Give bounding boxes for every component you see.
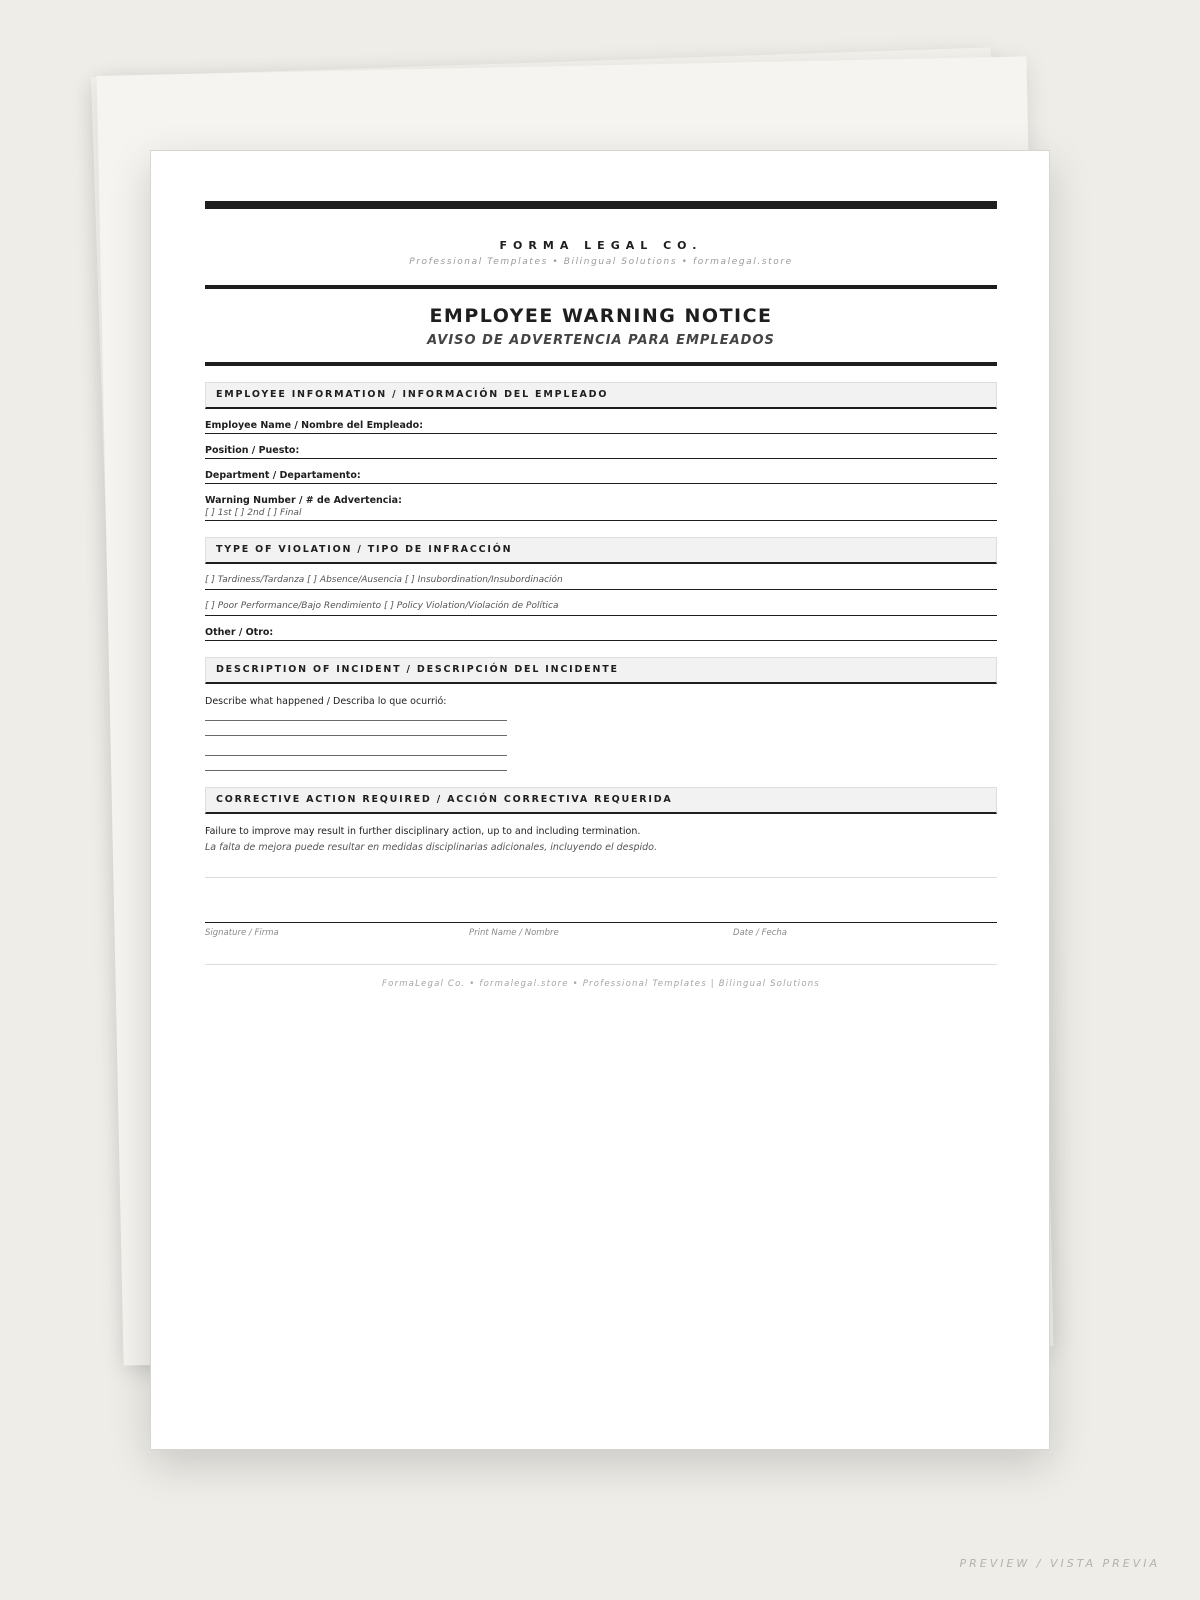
section-heading-incident: DESCRIPTION OF INCIDENT / DESCRIPCIÓN DEL INCIDENTE <box>205 657 997 684</box>
field-label: Employee Name / Nombre del Empleado: <box>205 420 423 431</box>
section-heading-employee-info: EMPLOYEE INFORMATION / INFORMACIÓN DEL EMPLEADO <box>205 382 997 409</box>
section-heading-violation: TYPE OF VIOLATION / TIPO DE INFRACCIÓN <box>205 537 997 564</box>
document-title: EMPLOYEE WARNING NOTICE <box>429 305 773 327</box>
position-field[interactable] <box>205 434 997 459</box>
company-tagline: Professional Templates • Bilingual Solutions • formalegal.store <box>409 257 793 267</box>
top-bar <box>205 201 997 209</box>
signature-labels <box>205 928 997 938</box>
write-line[interactable] <box>205 755 507 756</box>
write-line[interactable] <box>205 720 507 721</box>
write-line[interactable] <box>205 770 507 771</box>
field-label: Warning Number / # de Advertencia: <box>205 495 402 506</box>
divider <box>205 285 997 289</box>
warning-number-field[interactable] <box>205 484 997 521</box>
violation-choices-row[interactable]: [ ] Poor Performance/Bajo Rendimiento [ ] Policy Violation/Violación de Política <box>205 590 997 616</box>
department-field[interactable] <box>205 459 997 484</box>
field-label: Position / Puesto: <box>205 445 300 456</box>
incident-prompt: Describe what happened / Describa lo que ocurrió: <box>205 696 447 707</box>
document-page <box>150 150 1050 1450</box>
document-content <box>205 201 997 989</box>
signature-label: Signature / Firma <box>205 928 279 938</box>
print-name-label: Print Name / Nombre <box>469 928 559 938</box>
preview-watermark: PREVIEW / VISTA PREVIA <box>959 1557 1160 1570</box>
date-label: Date / Fecha <box>733 928 787 938</box>
page-footer: FormaLegal Co. • formalegal.store • Professional Templates | Bilingual Solutions <box>382 979 820 989</box>
warning-number-options[interactable]: [ ] 1st [ ] 2nd [ ] Final <box>205 508 302 518</box>
other-violation-field[interactable] <box>205 616 997 641</box>
violation-choices-row[interactable]: [ ] Tardiness/Tardanza [ ] Absence/Ausencia [ ] Insubordination/Insubordinación <box>205 564 997 590</box>
section-heading-corrective-action: CORRECTIVE ACTION REQUIRED / ACCIÓN CORRECTIVA REQUERIDA <box>205 787 997 814</box>
write-line[interactable] <box>205 735 507 736</box>
company-name: FORMA LEGAL CO. <box>499 239 703 252</box>
corrective-text-en: Failure to improve may result in further disciplinary action, up to and including termination. <box>205 826 641 837</box>
corrective-text-es: La falta de mejora puede resultar en medidas disciplinarias adicionales, incluyendo el despido. <box>205 842 658 853</box>
document-subtitle: AVISO DE ADVERTENCIA PARA EMPLEADOS <box>427 333 775 348</box>
field-label: Department / Departamento: <box>205 470 361 481</box>
divider <box>205 964 997 965</box>
field-label: Other / Otro: <box>205 627 274 638</box>
divider <box>205 362 997 366</box>
divider <box>205 877 997 878</box>
signature-line[interactable] <box>205 922 997 923</box>
employee-name-field[interactable] <box>205 409 997 434</box>
